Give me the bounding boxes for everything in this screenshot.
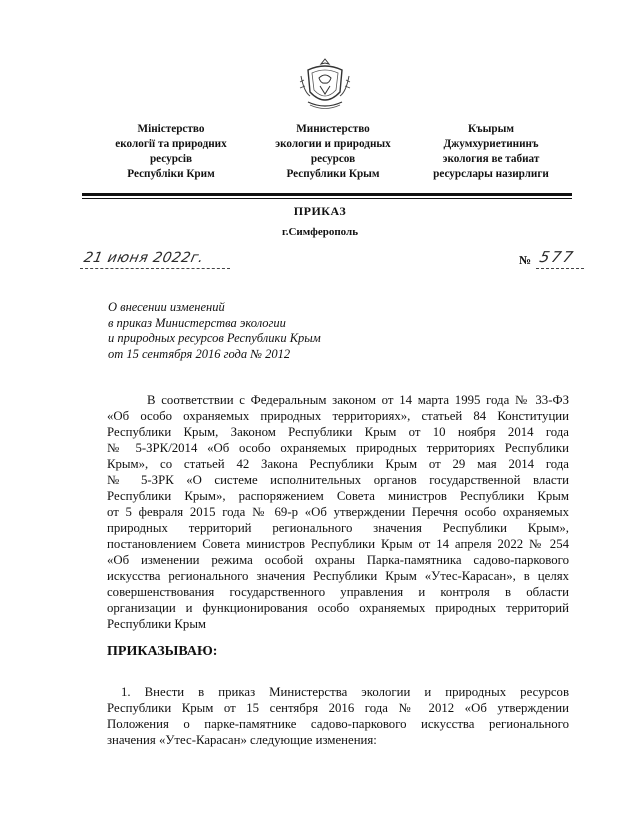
document-title: ПРИКАЗ [293, 204, 347, 218]
preamble-line: природных территорий регионального значения Республики Крым», [107, 521, 569, 535]
date-underline [80, 268, 230, 269]
preamble-line: организации и функционирования особо охраняемых природных территорий [107, 601, 569, 615]
preamble-line: «Об особо охраняемых природных территориях», статьей 84 Конституции [107, 409, 569, 423]
preamble-line: постановлением Совета министров Республики Крым от 14 апреля 2022 № 254 [107, 537, 569, 551]
header-line: экологии и природных [275, 138, 391, 150]
order-item-1 [107, 684, 569, 748]
order-word: ПРИКАЗЫВАЮ: [107, 644, 218, 659]
item-line: 1. Внести в приказ Министерства экологии и природных ресурсов [121, 685, 569, 699]
number-sign: № [519, 253, 532, 267]
preamble-line: Республики Крым [107, 617, 207, 631]
header-line: Къырым [468, 123, 514, 135]
preamble-line: искусства регионального значения Республики Крым «Утес-Карасан», в целях [107, 569, 569, 583]
preamble-line: № 5-ЗРК/2014 «Об особо охраняемых природных территориях Республики [107, 441, 569, 455]
header-line: Республіки Крим [127, 168, 215, 180]
header-russian [248, 122, 418, 182]
header-line: ресурсів [149, 153, 193, 165]
subject-line: от 15 сентября 2016 года № 2012 [108, 346, 291, 361]
preamble-line: «Об изменении режима особой охраны Парка-памятника садово-паркового [107, 553, 569, 567]
item-line: Положения о парке-памятнике садово-паркового искусства регионального [107, 717, 569, 731]
number-underline [536, 268, 584, 269]
item-line: Республики Крым от 15 сентября 2016 года № 2012 «Об утверждении [107, 701, 569, 715]
subject-line: и природных ресурсов Республики Крым [108, 331, 321, 345]
header-line: экология ве табиат [442, 153, 540, 165]
preamble-line: от 5 февраля 2015 года № 69-р «Об утверждении Перечня особо охраняемых [107, 505, 569, 519]
preamble-line: В соответствии с Федеральным законом от 14 марта 1995 года № 33-ФЗ [147, 393, 569, 407]
document-subject [108, 300, 321, 362]
handwritten-date: 21 июня 2022г. [82, 250, 206, 266]
preamble-paragraph [107, 392, 569, 632]
header-line: ресурсов [310, 153, 356, 165]
header-line: ресурслары назирлиги [433, 168, 549, 180]
subject-line: О внесении изменений [108, 300, 225, 314]
header-ukrainian [86, 122, 256, 182]
header-line: екології та природних [115, 138, 227, 150]
header-divider-thick [82, 193, 572, 196]
preamble-line: Республики Крым», распоряжением Совета министров Республики Крым [107, 489, 569, 503]
document-city: г.Симферополь [281, 226, 359, 238]
coat-of-arms-icon [298, 56, 352, 112]
preamble-line: Крым», со статьей 42 Закона Республики Крым от 29 мая 2014 года [107, 457, 569, 471]
header-crimean-tatar [406, 122, 576, 182]
item-line: значения «Утес-Карасан» следующие изменения: [107, 733, 377, 747]
preamble-line: Республики Крым, Законом Республики Крым от 10 ноября 2014 года [107, 425, 569, 439]
header-line: Министерство [296, 123, 370, 135]
preamble-line: № 5-ЗРК «О системе исполнительных органов государственной власти [107, 473, 569, 487]
subject-line: в приказ Министерства экологии [108, 315, 286, 330]
handwritten-number: 577 [538, 248, 577, 266]
header-line: Республики Крым [286, 168, 380, 180]
header-line: Міністерство [137, 123, 205, 135]
header-line: Джумхуриетининъ [443, 138, 539, 150]
header-divider-thin [82, 198, 572, 199]
preamble-line: совершенствования государственного управления и контроля в области [107, 585, 569, 599]
